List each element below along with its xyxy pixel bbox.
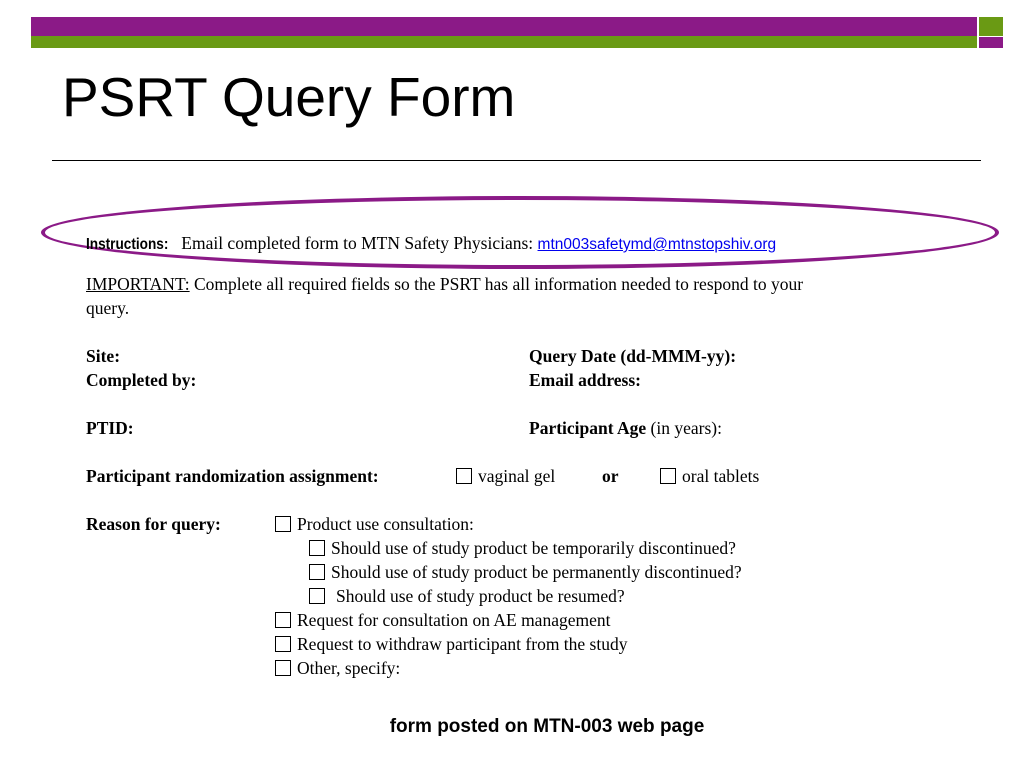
- option-vaginal-gel[interactable]: [456, 465, 555, 487]
- withdraw-checkbox[interactable]: [275, 636, 291, 652]
- instructions-label: Instructions:: [86, 236, 169, 253]
- email-address-label: Email address:: [529, 370, 641, 390]
- important-label: IMPORTANT:: [86, 274, 190, 294]
- temporarily-checkbox[interactable]: [309, 540, 325, 556]
- withdraw-label: Request to withdraw participant from the study: [297, 634, 628, 654]
- header-bar-purple: [31, 17, 977, 36]
- site-label: Site:: [86, 346, 121, 366]
- instructions-line: [86, 232, 776, 256]
- permanently-label: Should use of study product be permanently discontinued?: [331, 562, 742, 582]
- reason-label: Reason for query:: [86, 514, 221, 534]
- completed-by-label: Completed by:: [86, 370, 197, 390]
- important-text: Complete all required fields so the PSRT has all information needed to respond to your: [194, 274, 804, 294]
- instructions-text: Email completed form to MTN Safety Physicians:: [181, 233, 534, 253]
- reason-ae[interactable]: [275, 609, 610, 631]
- product-use-checkbox[interactable]: [275, 516, 291, 532]
- important-line-2: query.: [86, 298, 130, 318]
- header-bar-green: [31, 36, 977, 48]
- participant-age-label: Participant Age: [529, 418, 647, 438]
- title-rule: [52, 160, 981, 161]
- safety-email-link[interactable]: mtn003safetymd@mtnstopshiv.org: [537, 236, 777, 253]
- vaginal-gel-label: vaginal gel: [478, 466, 556, 486]
- product-use-label: Product use consultation:: [297, 514, 474, 534]
- temporarily-label: Should use of study product be temporarily discontinued?: [331, 538, 736, 558]
- ptid-label: PTID:: [86, 418, 134, 438]
- other-label: Other, specify:: [297, 658, 401, 678]
- oral-tablets-label: oral tablets: [682, 466, 760, 486]
- important-line-1: [86, 273, 803, 295]
- reason-sub-resumed[interactable]: [309, 585, 625, 607]
- query-date-label: Query Date (dd-MMM-yy):: [529, 346, 737, 366]
- resumed-checkbox[interactable]: [309, 588, 325, 604]
- reason-sub-temporarily[interactable]: [309, 537, 736, 559]
- participant-age-line: [529, 417, 722, 439]
- reason-product-use[interactable]: [275, 513, 474, 535]
- other-checkbox[interactable]: [275, 660, 291, 676]
- vaginal-gel-checkbox[interactable]: [456, 468, 472, 484]
- ae-label: Request for consultation on AE management: [297, 610, 611, 630]
- resumed-label: Should use of study product be resumed?: [336, 586, 625, 606]
- randomization-label: Participant randomization assignment:: [86, 466, 379, 486]
- slide-title: PSRT Query Form: [62, 66, 516, 128]
- header-square-green: [979, 17, 1003, 36]
- reason-other[interactable]: [275, 657, 400, 679]
- reason-withdraw[interactable]: [275, 633, 627, 655]
- header-square-purple: [979, 37, 1003, 48]
- footer-caption: form posted on MTN-003 web page: [389, 716, 705, 737]
- reason-sub-permanently[interactable]: [309, 561, 742, 583]
- participant-age-unit: (in years):: [650, 418, 722, 438]
- randomization-or: or: [602, 466, 619, 486]
- ae-checkbox[interactable]: [275, 612, 291, 628]
- option-oral-tablets[interactable]: [660, 465, 759, 487]
- permanently-checkbox[interactable]: [309, 564, 325, 580]
- oral-tablets-checkbox[interactable]: [660, 468, 676, 484]
